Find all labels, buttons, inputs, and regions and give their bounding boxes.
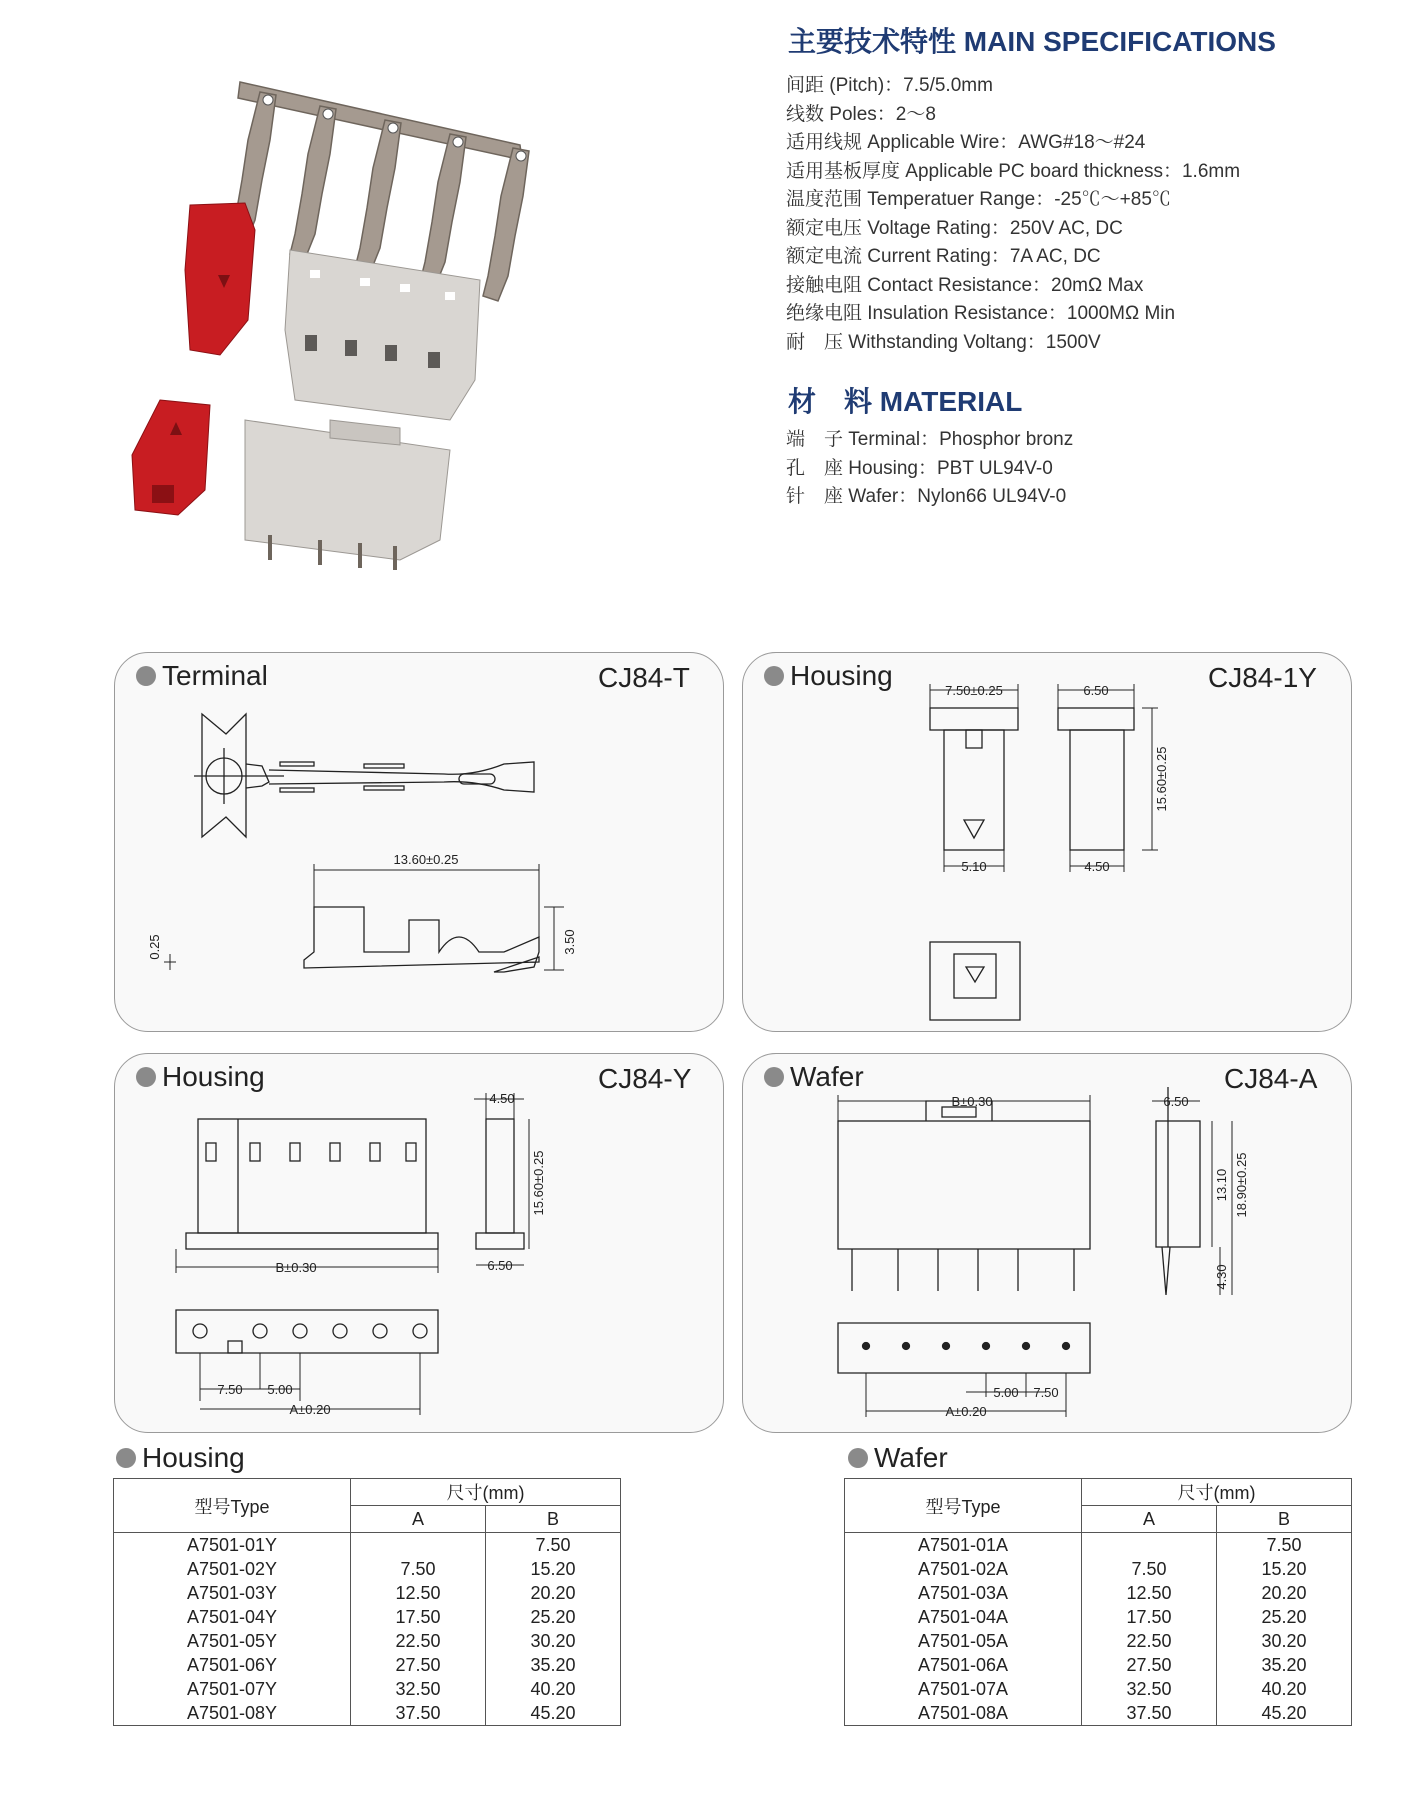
table-cell-a: 22.50	[351, 1629, 486, 1653]
table-cell-a: 22.50	[1082, 1629, 1217, 1653]
wafer-table-title: Wafer	[848, 1442, 948, 1474]
terminal-length-dim: 13.60±0.25	[393, 852, 459, 867]
housing-pitch1-dim: 7.50	[217, 1382, 243, 1397]
table-cell-b: 35.20	[1217, 1653, 1352, 1677]
housing-single-depth-dim: 6.50	[1083, 683, 1109, 698]
housing-single-inner-width-dim: 5.10	[961, 859, 987, 874]
table-cell-a: 7.50	[351, 1557, 486, 1581]
table-cell-a: 37.50	[351, 1701, 486, 1726]
wafer-drawing	[742, 1053, 1350, 1431]
table-cell-b: 45.20	[1217, 1701, 1352, 1726]
wafer-h1-dim: 13.10	[1214, 1168, 1229, 1202]
housing-height-dim: 15.60±0.25	[531, 1150, 546, 1216]
spec-pitch: 间距 (Pitch)：7.5/5.0mm	[786, 75, 993, 96]
table-cell-type: A7501-02A	[845, 1557, 1082, 1581]
housing-single-drawing	[742, 652, 1350, 1030]
table-cell-type: A7501-08Y	[114, 1701, 351, 1726]
table-cell-type: A7501-07A	[845, 1677, 1082, 1701]
terminal-drawing	[114, 652, 722, 1030]
wafer-b-dim: B±0.30	[951, 1094, 993, 1109]
material-heading: 材 料 MATERIAL	[788, 386, 1023, 417]
terminal-panel-code: CJ84-T	[598, 662, 690, 693]
table-cell-a: 32.50	[1082, 1677, 1217, 1701]
material-housing: 孔 座 Housing：PBT UL94V-0	[786, 457, 1053, 479]
main-specs-heading: 主要技术特性 MAIN SPECIFICATIONS	[788, 26, 1276, 57]
table-row	[114, 1533, 621, 1558]
material-list	[786, 426, 1073, 512]
housing-drawing	[114, 1053, 722, 1431]
table-row	[845, 1701, 1352, 1726]
wafer-panel-code: CJ84-A	[1224, 1063, 1318, 1094]
table-row	[114, 1581, 621, 1605]
wafer-pitch1-dim: 7.50	[1033, 1385, 1059, 1400]
table-row	[845, 1629, 1352, 1653]
terminal-panel-title: Terminal	[136, 660, 268, 692]
wafer-h2-dim: 18.90±0.25	[1234, 1152, 1249, 1218]
table-row	[845, 1605, 1352, 1629]
table-cell-type: A7501-01A	[845, 1533, 1082, 1558]
bullet-icon	[848, 1448, 868, 1468]
table-cell-b: 25.20	[1217, 1605, 1352, 1629]
spec-contact-resistance: 接触电阻 Contact Resistance：20mΩ Max	[786, 274, 1144, 296]
table-row	[114, 1653, 621, 1677]
housing-single-panel-title: Housing	[764, 660, 893, 692]
table-cell-b: 15.20	[486, 1557, 621, 1581]
wafer-depth-dim: 6.50	[1163, 1094, 1189, 1109]
spec-list	[786, 72, 1240, 357]
terminal-height-dim: 3.50	[562, 929, 577, 955]
table-cell-b: 7.50	[486, 1533, 621, 1558]
table-row	[114, 1605, 621, 1629]
table-cell-a	[351, 1533, 486, 1558]
table-row	[114, 1677, 621, 1701]
housing-a-dim: A±0.20	[289, 1402, 331, 1417]
wafer-pin-dim: 4.30	[1214, 1264, 1229, 1290]
table-cell-type: A7501-05A	[845, 1629, 1082, 1653]
col-b-header: B	[1217, 1506, 1352, 1533]
table-row	[114, 1701, 621, 1726]
table-cell-type: A7501-01Y	[114, 1533, 351, 1558]
col-type-header: 型号Type	[845, 1479, 1082, 1533]
wafer-pitch2-dim: 5.00	[993, 1385, 1019, 1400]
housing-b-dim: B±0.30	[275, 1260, 317, 1275]
spec-voltage: 额定电压 Voltage Rating：250V AC, DC	[786, 217, 1123, 239]
table-row	[845, 1653, 1352, 1677]
col-a-header: A	[351, 1506, 486, 1533]
table-row	[845, 1677, 1352, 1701]
table-cell-a: 17.50	[1082, 1605, 1217, 1629]
spec-board: 适用基板厚度 Applicable PC board thickness：1.6mm	[786, 160, 1241, 182]
table-cell-a: 27.50	[351, 1653, 486, 1677]
col-size-header: 尺寸(mm)	[1082, 1479, 1352, 1506]
table-cell-a: 12.50	[351, 1581, 486, 1605]
wafer-table-body	[845, 1533, 1352, 1726]
table-row	[114, 1557, 621, 1581]
housing-single-inner-depth-dim: 4.50	[1084, 859, 1110, 874]
table-cell-a: 12.50	[1082, 1581, 1217, 1605]
table-cell-b: 20.20	[486, 1581, 621, 1605]
table-row	[114, 1629, 621, 1653]
spec-insulation-resistance: 绝缘电阻 Insulation Resistance：1000MΩ Min	[786, 303, 1176, 324]
terminal-thickness-dim: 0.25	[147, 934, 162, 960]
table-cell-b: 40.20	[1217, 1677, 1352, 1701]
spec-current: 额定电流 Current Rating：7A AC, DC	[786, 246, 1101, 267]
wafer-panel-title: Wafer	[764, 1061, 864, 1093]
table-cell-b: 30.20	[486, 1629, 621, 1653]
table-row	[845, 1557, 1352, 1581]
table-cell-b: 45.20	[486, 1701, 621, 1726]
table-cell-b: 30.20	[1217, 1629, 1352, 1653]
housing-pitch2-dim: 5.00	[267, 1382, 293, 1397]
wafer-a-dim: A±0.20	[945, 1404, 987, 1419]
table-cell-a: 7.50	[1082, 1557, 1217, 1581]
spec-wire: 适用线规 Applicable Wire：AWG#18～#24	[786, 132, 1146, 153]
table-cell-type: A7501-06A	[845, 1653, 1082, 1677]
housing-table-title: Housing	[116, 1442, 245, 1474]
table-cell-type: A7501-03A	[845, 1581, 1082, 1605]
bullet-icon	[116, 1448, 136, 1468]
table-cell-type: A7501-03Y	[114, 1581, 351, 1605]
housing-panel-code: CJ84-Y	[598, 1063, 692, 1094]
table-cell-b: 35.20	[486, 1653, 621, 1677]
product-photo	[30, 70, 600, 580]
housing-table-body	[114, 1533, 621, 1726]
housing-single-panel-code: CJ84-1Y	[1208, 662, 1317, 693]
material-wafer: 针 座 Wafer：Nylon66 UL94V-0	[786, 486, 1067, 507]
wafer-table	[844, 1478, 1352, 1726]
housing-single-width-dim: 7.50±0.25	[945, 683, 1003, 698]
housing-panel-title: Housing	[136, 1061, 265, 1093]
table-cell-a: 27.50	[1082, 1653, 1217, 1677]
table-row	[845, 1533, 1352, 1558]
housing-single-height-dim: 15.60±0.25	[1154, 746, 1169, 812]
table-cell-type: A7501-02Y	[114, 1557, 351, 1581]
table-cell-a: 37.50	[1082, 1701, 1217, 1726]
col-type-header: 型号Type	[114, 1479, 351, 1533]
table-cell-a	[1082, 1533, 1217, 1558]
table-cell-type: A7501-06Y	[114, 1653, 351, 1677]
table-cell-type: A7501-08A	[845, 1701, 1082, 1726]
material-terminal: 端 子 Terminal：Phosphor bronz	[786, 429, 1074, 450]
table-cell-b: 25.20	[486, 1605, 621, 1629]
col-size-header: 尺寸(mm)	[351, 1479, 621, 1506]
table-cell-type: A7501-04Y	[114, 1605, 351, 1629]
table-cell-a: 32.50	[351, 1677, 486, 1701]
table-cell-b: 20.20	[1217, 1581, 1352, 1605]
housing-depth2-dim: 6.50	[487, 1258, 513, 1273]
col-a-header: A	[1082, 1506, 1217, 1533]
table-cell-type: A7501-05Y	[114, 1629, 351, 1653]
table-cell-type: A7501-07Y	[114, 1677, 351, 1701]
table-cell-type: A7501-04A	[845, 1605, 1082, 1629]
spec-temperature: 温度范围 Temperatuer Range：-25℃～+85℃	[786, 189, 1171, 210]
housing-table	[113, 1478, 621, 1726]
spec-withstanding-voltage: 耐 压 Withstanding Voltang：1500V	[786, 331, 1101, 353]
housing-depth-dim: 4.50	[489, 1091, 515, 1106]
col-b-header: B	[486, 1506, 621, 1533]
table-cell-b: 7.50	[1217, 1533, 1352, 1558]
table-cell-b: 40.20	[486, 1677, 621, 1701]
table-cell-b: 15.20	[1217, 1557, 1352, 1581]
table-row	[845, 1581, 1352, 1605]
table-cell-a: 17.50	[351, 1605, 486, 1629]
spec-poles: 线数 Poles：2～8	[786, 103, 936, 125]
